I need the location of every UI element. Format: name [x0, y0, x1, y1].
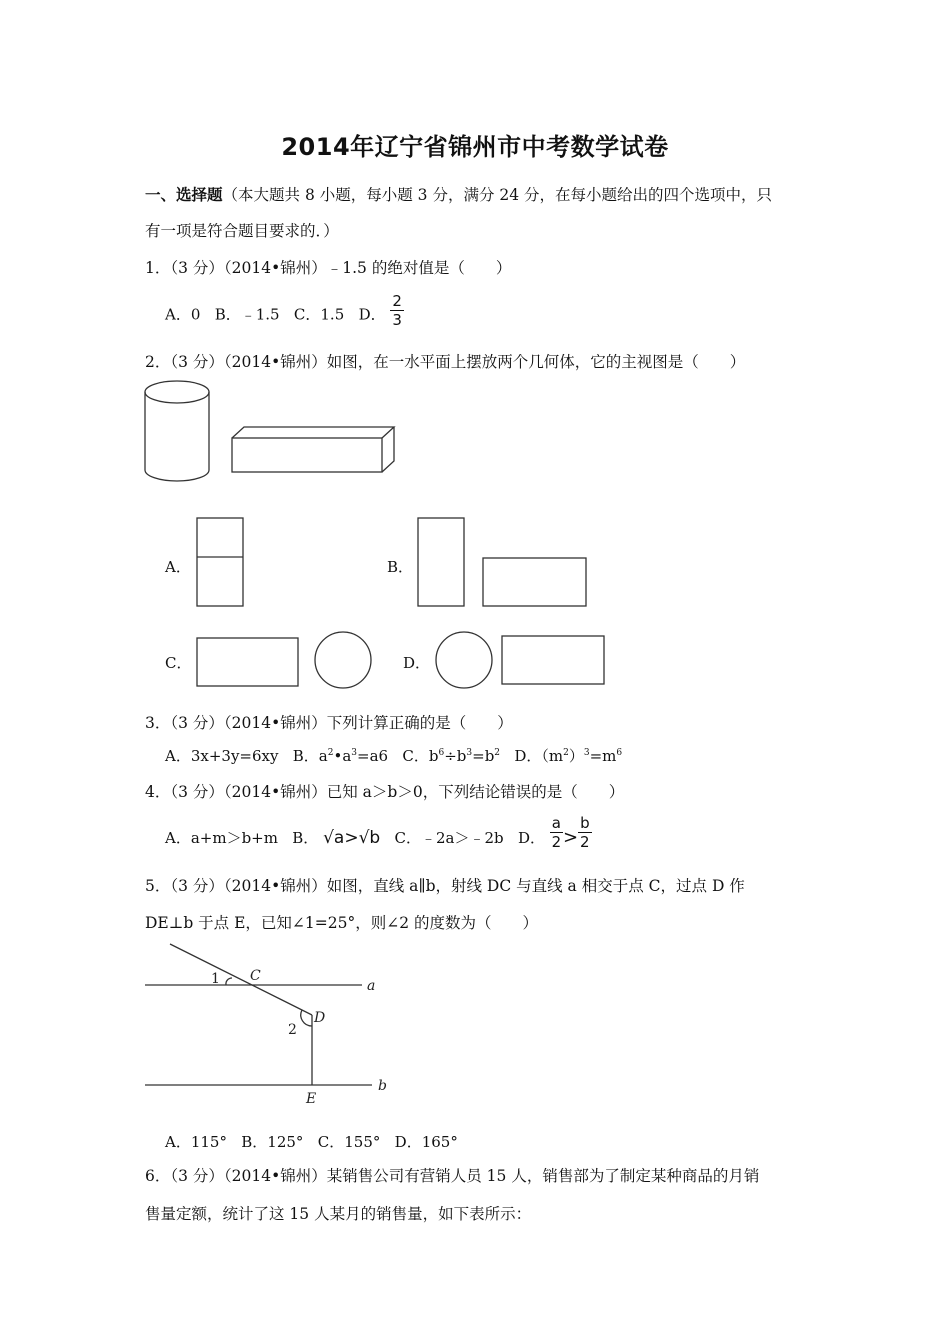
- q2-solids-figure: [140, 378, 400, 488]
- q5-option-a[interactable]: A．115°: [165, 1133, 227, 1151]
- label-1: 1: [211, 971, 220, 987]
- section-intro: （本大题共 8 小题，每小题 3 分，满分 24 分，在每小题给出的四个选项中，只: [222, 186, 773, 204]
- cuboid-shape: [232, 427, 394, 472]
- q2-stem: 2．（3 分）（2014•锦州）如图，在一水平面上摆放两个几何体，它的主视图是（ ）: [145, 353, 746, 371]
- q1-stem: 1．（3 分）（2014•锦州）﹣1.5 的绝对值是（ ）: [145, 259, 512, 277]
- angle-1-arc: [226, 978, 232, 985]
- section-header: [145, 183, 772, 205]
- q2-option-b[interactable]: B．: [387, 558, 414, 576]
- fraction-denominator: 3: [392, 311, 402, 329]
- q3-option-d[interactable]: D．$(m^2)^3=m^6$: [514, 747, 623, 765]
- q6-stem: 6．（3 分）（2014•锦州）某销售公司有营销人员 15 人，销售部为了制定某种商品的月销: [145, 1167, 760, 1185]
- q1-option-c[interactable]: C．1.5: [293, 305, 345, 324]
- page-title: 2014年辽宁省锦州市中考数学试卷: [281, 133, 669, 161]
- q5-stem-cont: DE⊥b 于点 E，已知∠1=25°，则∠2 的度数为（ ）: [145, 914, 538, 932]
- ray-dc: [170, 944, 312, 1015]
- label-e: E: [306, 1091, 317, 1107]
- circle-shape: [315, 632, 371, 688]
- q1-options: [165, 292, 404, 329]
- circle-shape: [436, 632, 492, 688]
- q2-option-c[interactable]: C．: [165, 654, 192, 672]
- q5-geometry-figure: [140, 940, 400, 1110]
- q4-gt-symbol: >: [562, 827, 579, 848]
- q4-stem: 4．（3 分）（2014•锦州）已知 a＞b＞0，下列结论错误的是（ ）: [145, 783, 625, 801]
- q3-option-a[interactable]: A．3x+3y=6xy: [165, 747, 279, 765]
- q2-option-a[interactable]: A．: [165, 558, 191, 576]
- q5-option-d[interactable]: D．165°: [394, 1133, 458, 1151]
- q4-frac-b: $\frac{b}{2}$: [580, 813, 590, 851]
- q1-option-b[interactable]: B．﹣1.5: [214, 305, 280, 324]
- label-c: C: [250, 968, 261, 984]
- tall-rect: [418, 518, 464, 606]
- label-2: 2: [288, 1022, 297, 1038]
- q3-options: [165, 745, 622, 766]
- q4-option-c[interactable]: C．﹣2a＞﹣2b: [394, 829, 504, 847]
- q4-frac-a: $\frac{a}{2}$: [551, 813, 562, 851]
- q3-option-c[interactable]: C．$b^6\div b^3=b^2$: [402, 747, 501, 765]
- q4-option-a[interactable]: A．a+m＞b+m: [165, 829, 278, 847]
- q4-option-b-expr: √a>√b: [323, 828, 381, 848]
- q1-option-d-fraction: [390, 292, 404, 329]
- q5-option-c[interactable]: C．155°: [317, 1133, 381, 1151]
- q3-stem: 3．（3 分）（2014•锦州）下列计算正确的是（ ）: [145, 714, 513, 732]
- fraction-numerator: 2: [392, 292, 402, 310]
- q6-stem-cont: 售量定额，统计了这 15 人某月的销售量，如下表所示：: [145, 1205, 532, 1223]
- q1-option-d[interactable]: D．: [358, 305, 386, 324]
- label-b: b: [378, 1078, 387, 1094]
- q2-option-d[interactable]: D．: [403, 654, 431, 672]
- tall-rect: [197, 518, 243, 606]
- q2-option-d-figure[interactable]: [433, 630, 608, 692]
- q5-options: [165, 1131, 458, 1152]
- wide-rect: [502, 636, 604, 684]
- section-heading: 一、选择题: [145, 186, 223, 204]
- q5-stem: 5．（3 分）（2014•锦州）如图，直线 a∥b，射线 DC 与直线 a 相交于点 C，过点 D 作: [145, 877, 745, 895]
- q3-option-b[interactable]: B．$a^2•a^3=a6$: [292, 747, 389, 765]
- q1-option-a[interactable]: A．0: [165, 305, 201, 324]
- wide-rect: [197, 638, 298, 686]
- cylinder-shape: [145, 381, 209, 481]
- q2-option-b-figure[interactable]: [416, 517, 591, 609]
- q2-option-a-figure[interactable]: [196, 517, 246, 609]
- section-intro-cont: 有一项是符合题目要求的．）: [145, 222, 339, 240]
- wide-rect: [483, 558, 586, 606]
- q4-option-b[interactable]: B．: [292, 829, 319, 847]
- q4-option-d[interactable]: D．: [517, 829, 545, 847]
- q5-option-b[interactable]: B．125°: [241, 1133, 304, 1151]
- label-a: a: [367, 978, 376, 994]
- q4-options: [165, 813, 592, 851]
- q2-option-c-figure[interactable]: [195, 630, 355, 692]
- label-d: D: [314, 1010, 326, 1026]
